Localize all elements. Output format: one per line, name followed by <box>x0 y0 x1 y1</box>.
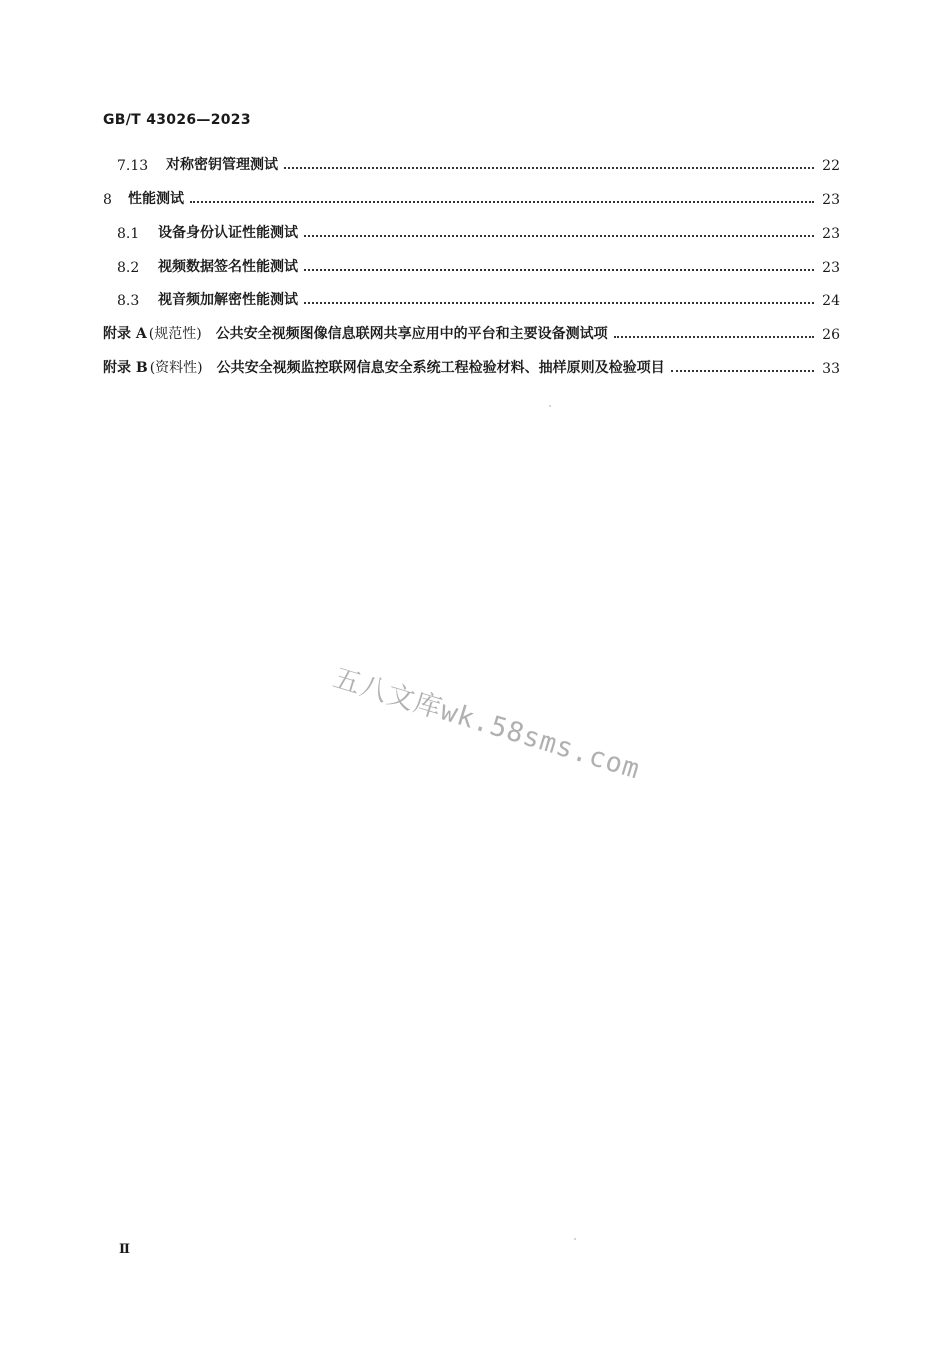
toc-entry-title: 视频数据签名性能测试 <box>158 259 298 275</box>
toc-entry <box>0 220 840 242</box>
standard-code-header: GB/T 43026—2023 <box>103 112 251 128</box>
toc-entry <box>0 254 840 276</box>
toc-entry-number: 8.1 <box>117 226 140 242</box>
toc-entry-number: 8.2 <box>117 260 140 276</box>
toc-appendix-entry <box>0 321 840 343</box>
toc-entry-number: 7.13 <box>117 158 149 174</box>
dot-leader <box>284 166 814 169</box>
toc-entry <box>0 287 840 309</box>
toc-entry-page: 22 <box>822 158 840 174</box>
toc-entry-page: 24 <box>822 293 840 309</box>
toc-entry-title: 性能测试 <box>128 191 184 207</box>
appendix-label: 附录 B <box>103 360 148 376</box>
dot-leader <box>304 268 814 271</box>
toc-entry-title: 公共安全视频监控联网信息安全系统工程检验材料、抽样原则及检验项目 <box>216 360 665 376</box>
toc-entry-page: 23 <box>822 192 840 208</box>
toc-entry-number: 8.3 <box>117 293 140 309</box>
toc-entry-title: 视音频加解密性能测试 <box>158 292 298 308</box>
toc-entry-page: 23 <box>822 260 840 276</box>
appendix-label: 附录 A <box>103 326 147 342</box>
toc-entry-number: 8 <box>103 192 112 208</box>
toc-entry-page: 33 <box>822 361 840 377</box>
dot-leader <box>304 234 814 237</box>
toc-entry-title: 设备身份认证性能测试 <box>158 225 298 241</box>
toc-entry <box>0 186 840 208</box>
toc-entry-page: 23 <box>822 226 840 242</box>
page-number: Ⅱ <box>119 1242 130 1257</box>
watermark-text: 五八文库wk.58sms.com <box>329 662 644 786</box>
scan-speck <box>574 1238 576 1240</box>
dot-leader <box>671 369 814 372</box>
toc-entry <box>0 152 840 174</box>
appendix-type: (规范性) <box>148 326 202 342</box>
dot-leader <box>614 335 814 338</box>
toc-appendix-entry <box>0 355 840 377</box>
dot-leader <box>190 200 814 203</box>
toc-entry-page: 26 <box>822 327 840 343</box>
appendix-type: (资料性) <box>149 360 203 376</box>
scan-speck <box>549 405 551 407</box>
toc-entry-title: 对称密钥管理测试 <box>166 157 278 173</box>
dot-leader <box>304 301 814 304</box>
toc-entry-title: 公共安全视频图像信息联网共享应用中的平台和主要设备测试项 <box>215 326 608 342</box>
